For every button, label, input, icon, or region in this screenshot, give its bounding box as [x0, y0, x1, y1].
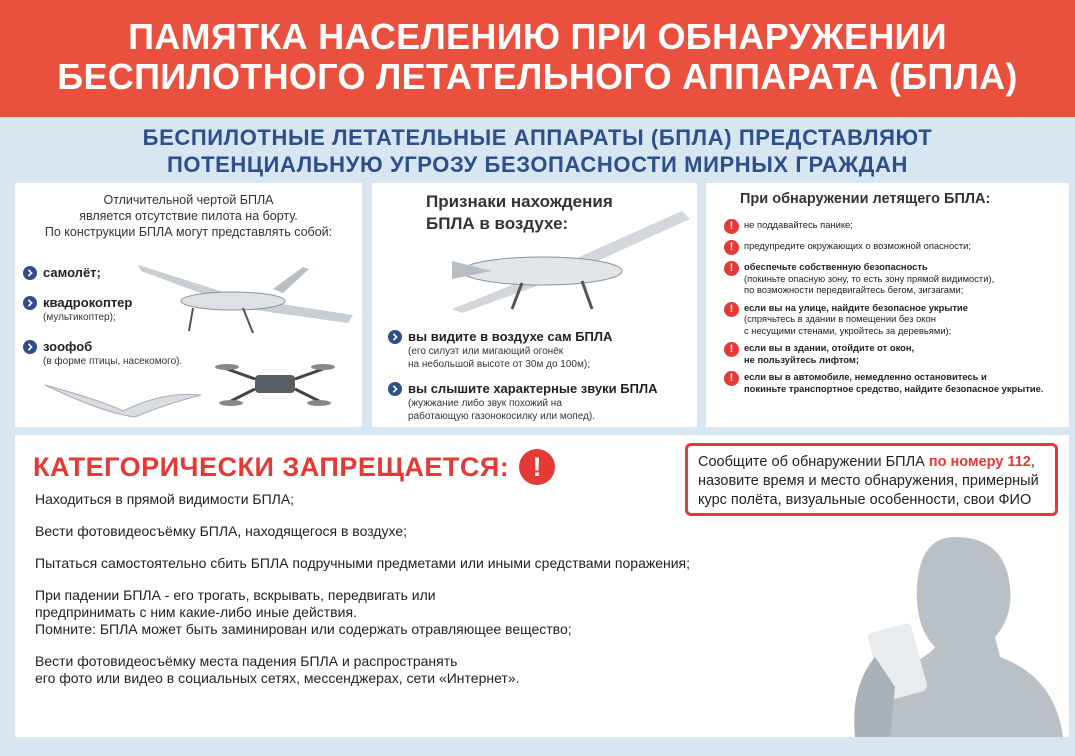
forbidden-list: [35, 491, 855, 702]
forbidden-line: Пытаться самостоятельно сбить БПЛА подручными предметами или иными средствами поражения;: [35, 555, 691, 571]
exclamation-icon: !: [724, 261, 739, 276]
exclamation-icon: !: [724, 342, 739, 357]
sign-sub: работающую газонокосилку или мопед).: [408, 411, 595, 422]
intro-line-1: Отличительной чертой БПЛА: [103, 193, 274, 207]
exclamation-icon: !: [519, 449, 555, 485]
drone-types-panel: [15, 183, 362, 427]
drone-type-quadcopter: [23, 295, 132, 324]
forbidden-line: Находиться в прямой видимости БПЛА;: [35, 491, 295, 507]
forbidden-item: [35, 653, 855, 687]
forbidden-item: [35, 555, 855, 572]
action-line: предупредите окружающих о возможной опасности;: [744, 240, 972, 251]
sign-sub: (его силуэт или мигающий огонёк: [408, 346, 564, 357]
drone-type-zoofob: [23, 339, 182, 368]
action-item: [724, 342, 1064, 365]
action-line: (спрячьтесь в здании в помещении без окон: [744, 313, 936, 324]
signs-title-line-2: БПЛА в воздухе:: [426, 214, 569, 233]
actions-list: [724, 219, 1064, 400]
drone-type-title: зоофоб: [43, 339, 93, 354]
arrow-right-icon: [388, 330, 402, 344]
action-line-bold: если вы в здании, отойдите от окон,: [744, 342, 915, 353]
report-callbox: [685, 443, 1058, 516]
forbidden-item: [35, 523, 855, 540]
drone-type-sub: (в форме птицы, насекомого).: [43, 356, 183, 367]
callbox-line-1: [698, 453, 1045, 472]
actions-title: При обнаружении летящего БПЛА:: [740, 191, 991, 207]
intro-line-2: является отсутствие пилота на борту.: [79, 209, 298, 223]
subheader-line-1: БЕСПИЛОТНЫЕ ЛЕТАТЕЛЬНЫЕ АППАРАТЫ (БПЛА) ПРЕДСТАВЛЯЮТ: [142, 125, 933, 150]
forbidden-item: [35, 587, 855, 638]
airplane-drone-image: [133, 253, 358, 343]
forbidden-line: предпринимать с ним какие-либо иные действия.: [35, 604, 357, 620]
poster-header: [0, 0, 1075, 117]
action-line: не поддавайтесь панике;: [744, 219, 853, 230]
poster-subheader: [0, 124, 1075, 178]
sign-title: вы слышите характерные звуки БПЛА: [408, 381, 658, 396]
callbox-line-2: назовите время и место обнаружения, примерный: [698, 473, 1039, 489]
bird-drone-image: [43, 371, 203, 423]
callbox-pre: Сообщите об обнаружении БПЛА: [698, 454, 929, 470]
quadcopter-image: [215, 355, 335, 415]
forbidden-line: Вести фотовидеосъёмку БПЛА, находящегося в воздухе;: [35, 523, 407, 539]
forbidden-line: Вести фотовидеосъёмку места падения БПЛА и распространять: [35, 653, 458, 669]
exclamation-icon: !: [724, 219, 739, 234]
action-line-bold: не пользуйтесь лифтом;: [744, 353, 859, 365]
action-line-bold: покиньте транспортное средство, найдите безопасное укрытие.: [744, 382, 1044, 394]
sign-sound: [388, 381, 657, 423]
actions-panel: [706, 183, 1069, 427]
signs-panel: [372, 183, 697, 427]
action-item: [724, 371, 1064, 394]
signs-title-line-1: Признаки нахождения: [426, 192, 613, 211]
action-line-bold: если вы в автомобиле, немедленно остановитесь и: [744, 371, 987, 382]
exclamation-icon: !: [724, 371, 739, 386]
forbidden-title: [33, 449, 555, 485]
header-line-1: ПАМЯТКА НАСЕЛЕНИЮ ПРИ ОБНАРУЖЕНИИ: [128, 16, 947, 57]
action-line: (покиньте опасную зону, то есть зону прямой видимости),: [744, 272, 995, 284]
forbidden-line: его фото или видео в социальных сетях, мессенджерах, сети «Интернет».: [35, 670, 520, 686]
sign-sub: на небольшой высоте от 30м до 100м);: [408, 359, 590, 370]
arrow-right-icon: [388, 382, 402, 396]
exclamation-icon: !: [724, 302, 739, 317]
callbox-line-3: курс полёта, визуальные особенности, свои ФИО: [698, 492, 1032, 508]
intro-line-3: По конструкции БПЛА могут представлять собой:: [44, 225, 333, 239]
subheader-line-2: ПОТЕНЦИАЛЬНУЮ УГРОЗУ БЕЗОПАСНОСТИ МИРНЫХ ГРАЖДАН: [166, 152, 909, 177]
arrow-right-icon: [23, 340, 37, 354]
forbidden-line: При падении БПЛА - его трогать, вскрывать, передвигать или: [35, 587, 436, 603]
drone-types-intro: [15, 192, 362, 240]
forbidden-title-text: КАТЕГОРИЧЕСКИ ЗАПРЕЩАЕТСЯ:: [33, 451, 510, 482]
action-line: с несущими стенами, укройтесь за деревьями);: [744, 324, 952, 336]
drone-type-title: квадрокоптер: [43, 295, 133, 310]
sign-sub: (жужжание либо звук похожий на: [408, 398, 562, 409]
predator-drone-image: [432, 209, 692, 319]
drone-type-sub: (мультикоптер);: [43, 312, 116, 323]
drone-type-airplane: [23, 265, 101, 281]
callbox-comma: ,: [1030, 454, 1035, 470]
phone-number-112: по номеру 112: [928, 454, 1031, 470]
action-line-bold: обеспечьте собственную безопасность: [744, 261, 928, 272]
action-item: [724, 219, 1064, 234]
action-item: [724, 261, 1064, 296]
exclamation-icon: !: [724, 240, 739, 255]
header-line-2: БЕСПИЛОТНОГО ЛЕТАТЕЛЬНОГО АППАРАТА (БПЛА): [57, 56, 1018, 97]
sign-title: вы видите в воздухе сам БПЛА: [408, 329, 613, 344]
person-phone-silhouette: [835, 527, 1065, 737]
action-line-bold: если вы на улице, найдите безопасное укрытие: [744, 301, 968, 313]
forbidden-panel: [15, 435, 1069, 737]
drone-type-title: самолёт;: [43, 265, 101, 280]
sign-visual: [388, 329, 612, 371]
arrow-right-icon: [23, 266, 37, 280]
action-line: по возможности передвигайтесь бегом, зигзагами;: [744, 284, 964, 295]
forbidden-line: Помните: БПЛА может быть заминирован или содержать отравляющее вещество;: [35, 621, 572, 637]
action-item: [724, 302, 1064, 337]
action-item: [724, 240, 1064, 255]
arrow-right-icon: [23, 296, 37, 310]
